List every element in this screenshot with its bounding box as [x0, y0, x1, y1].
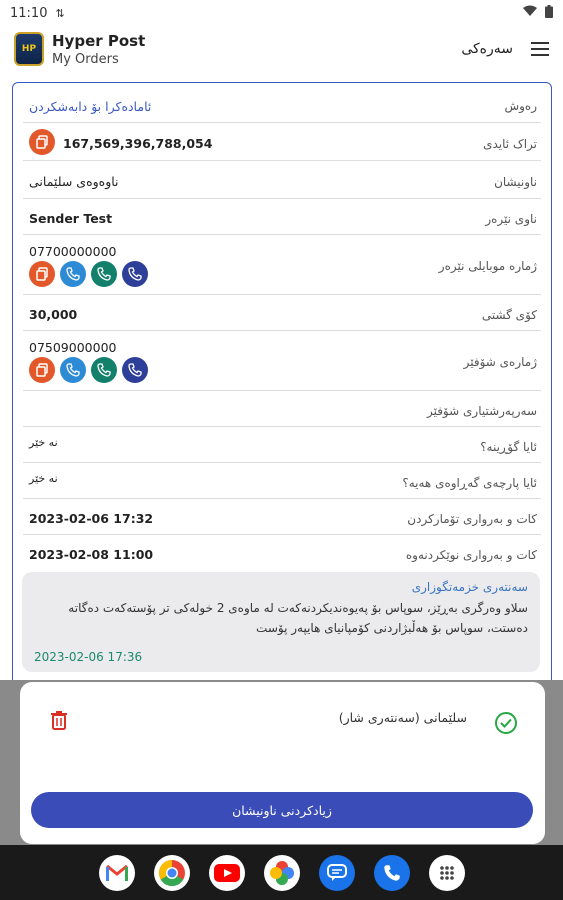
- battery-icon: [545, 5, 553, 22]
- whatsapp-sender-button[interactable]: [91, 261, 117, 287]
- address-bottom-sheet: [20, 682, 545, 844]
- status-row: [23, 89, 541, 123]
- address-value: ناوەوەی سلێمانی: [29, 174, 119, 189]
- chrome-icon[interactable]: [154, 855, 190, 891]
- phone-icon: [66, 363, 80, 377]
- whatsapp-driver-button[interactable]: [91, 357, 117, 383]
- gmail-icon[interactable]: [99, 855, 135, 891]
- return-value: نە خێر: [29, 472, 58, 485]
- sender-phone-value: 07700000000: [29, 244, 117, 259]
- phone-icon: [66, 267, 80, 281]
- address-row: [23, 161, 541, 199]
- status-time: 11:10: [10, 5, 48, 21]
- whatsapp-icon: [97, 267, 111, 281]
- total-value: 30,000: [29, 307, 78, 322]
- app-title: Hyper Post: [52, 31, 146, 50]
- sender-value: Sender Test: [29, 211, 113, 226]
- viber-sender-button[interactable]: [122, 261, 148, 287]
- driver-supervisor-row: [23, 391, 541, 427]
- driver-phone-value: 07509000000: [29, 340, 117, 355]
- updated-label: کات و بەرواری نوێکردنەوە: [405, 548, 537, 562]
- menu-icon[interactable]: [531, 42, 549, 56]
- driver-supervisor-label: سەرپەرشتیاری شۆفێر: [426, 404, 537, 418]
- total-row: [23, 295, 541, 331]
- copy-icon: [35, 267, 49, 281]
- created-value: 2023-02-06 17:32: [29, 511, 154, 526]
- apps-icon[interactable]: [429, 855, 465, 891]
- created-label: کات و بەرواری تۆمارکردن: [407, 512, 537, 526]
- track-value: 167,569,396,788,054: [63, 136, 213, 151]
- note-date: 2023-02-06 17:36: [34, 650, 143, 664]
- updated-row: [23, 535, 541, 571]
- driver-phone-label: ژمارەی شۆفێر: [463, 355, 537, 369]
- updated-value: 2023-02-08 11:00: [29, 547, 154, 562]
- track-label: تراک ئایدی: [483, 137, 537, 151]
- exchange-value: نە خێر: [29, 436, 58, 449]
- track-row: [23, 123, 541, 161]
- app-bar: [0, 26, 563, 72]
- sender-row: [23, 199, 541, 235]
- sender-phone-row: [23, 235, 541, 295]
- address-label: ناونیشان: [494, 175, 537, 189]
- note-body: سلاو وەرگری بەڕێز، سوپاس بۆ پەیوەندیکردنەکەت لە ماوەی 2 خولەکی تر پۆستەکەت دەگاتە دەستت، سوپاس بۆ هەڵبژاردنی کۆمپانیای هایپەر پۆست: [68, 601, 528, 635]
- youtube-icon[interactable]: [209, 855, 245, 891]
- return-label: ئایا پارچەی گەڕاوەی هەیە؟: [402, 476, 537, 490]
- driver-phone-row: [23, 331, 541, 391]
- copy-sender-phone-button[interactable]: [29, 261, 55, 287]
- app-titles: [52, 32, 145, 67]
- check-icon[interactable]: [495, 712, 517, 734]
- exchange-row: [23, 427, 541, 463]
- copy-track-button[interactable]: [29, 129, 55, 155]
- status-value: ئامادەکرا بۆ دابەشکردن: [29, 99, 152, 114]
- phone-icon[interactable]: [374, 855, 410, 891]
- sync-icon: ⇅: [55, 6, 65, 20]
- copy-driver-phone-button[interactable]: [29, 357, 55, 383]
- note-title: سەنتەری خزمەتگوزاری: [411, 580, 528, 594]
- exchange-label: ئایا گۆڕینە؟: [480, 440, 537, 454]
- messages-icon[interactable]: [319, 855, 355, 891]
- call-sender-button[interactable]: [60, 261, 86, 287]
- home-link[interactable]: سەرەکی: [461, 41, 513, 57]
- call-driver-button[interactable]: [60, 357, 86, 383]
- status-label: رەوش: [504, 99, 537, 113]
- delete-address-button[interactable]: [50, 710, 68, 734]
- address-option[interactable]: سلێمانی (سەنتەری شار): [338, 710, 467, 725]
- page-subtitle: My Orders: [52, 51, 119, 67]
- sender-label: ناوی نێرەر: [485, 212, 537, 226]
- viber-driver-button[interactable]: [122, 357, 148, 383]
- return-row: [23, 463, 541, 499]
- sender-phone-label: ژمارە موبایلی نێرەر: [438, 259, 537, 273]
- app-logo: HP: [14, 32, 44, 66]
- wifi-icon: [523, 5, 537, 21]
- photos-icon[interactable]: [264, 855, 300, 891]
- created-row: [23, 499, 541, 535]
- total-label: کۆی گشتی: [481, 308, 537, 322]
- whatsapp-icon: [97, 363, 111, 377]
- viber-icon: [128, 363, 142, 377]
- add-address-button[interactable]: زیادکردنی ناونیشان: [31, 792, 533, 828]
- copy-icon: [35, 135, 49, 149]
- app-dock: [0, 845, 563, 900]
- status-bar: [0, 0, 563, 26]
- driver-phone-actions: [29, 357, 153, 383]
- copy-icon: [35, 363, 49, 377]
- customer-service-note: [22, 572, 540, 672]
- viber-icon: [128, 267, 142, 281]
- sender-phone-actions: [29, 261, 153, 287]
- trash-icon: [50, 710, 68, 730]
